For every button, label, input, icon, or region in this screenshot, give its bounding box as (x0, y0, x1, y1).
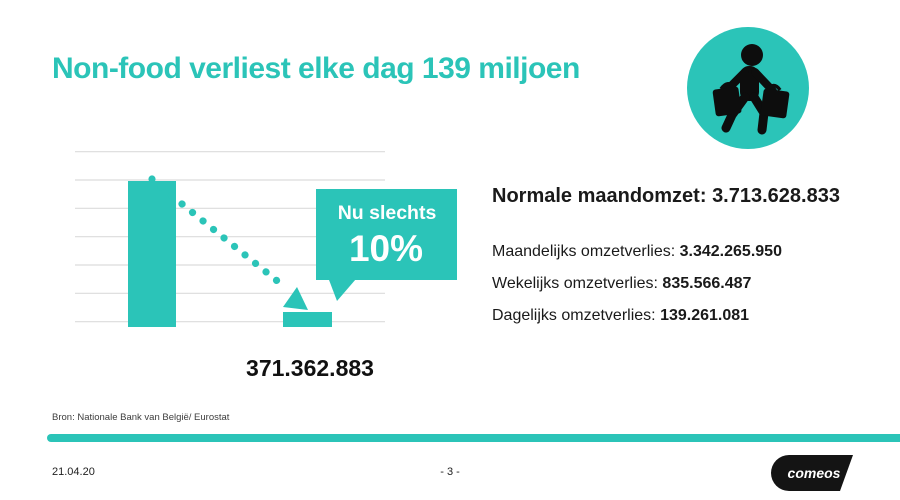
stats-headline-value: 3.713.628.833 (712, 185, 840, 207)
stat-row-monthly (492, 242, 882, 262)
stats-headline-label: Normale maandomzet: (492, 185, 707, 207)
bar-normal-revenue (128, 181, 176, 327)
trend-start-dot (148, 175, 155, 182)
source-note: Bron: Nationale Bank van België/ Eurostat (52, 412, 230, 423)
stat-value: 139.261.081 (660, 307, 750, 324)
callout-line2: 10% (348, 228, 424, 269)
stat-row-daily (492, 306, 882, 326)
slide-title: Non-food verliest elke dag 139 miljoen (52, 52, 580, 85)
stat-label: Dagelijks omzetverlies: (492, 307, 656, 324)
shopper-icon-svg (687, 27, 809, 149)
stat-value: 835.566.487 (662, 275, 752, 292)
comeos-logo-text: comeos (787, 465, 841, 481)
footer-date: 21.04.20 (52, 466, 95, 478)
divider-bar (47, 434, 900, 442)
stat-value: 3.342.265.950 (679, 243, 782, 260)
callout-line1: Nu slechts (337, 202, 437, 224)
dotted-decline-arrow (161, 187, 281, 284)
stat-row-weekly (492, 274, 882, 294)
stats-headline (492, 184, 882, 208)
chart-value-label: 371.362.883 (246, 355, 374, 381)
footer-page-number: - 3 - (440, 466, 460, 478)
stat-label: Maandelijks omzetverlies: (492, 243, 676, 260)
comeos-logo (770, 454, 856, 492)
revenue-drop-chart (55, 138, 485, 338)
shopper-icon (687, 27, 809, 149)
stats-panel (492, 184, 882, 338)
stat-label: Wekelijks omzetverlies: (492, 275, 658, 292)
arrowhead (283, 287, 308, 310)
comeos-logo-svg (770, 454, 856, 492)
bar-current-revenue (283, 312, 332, 327)
callout-bubble (316, 189, 457, 301)
